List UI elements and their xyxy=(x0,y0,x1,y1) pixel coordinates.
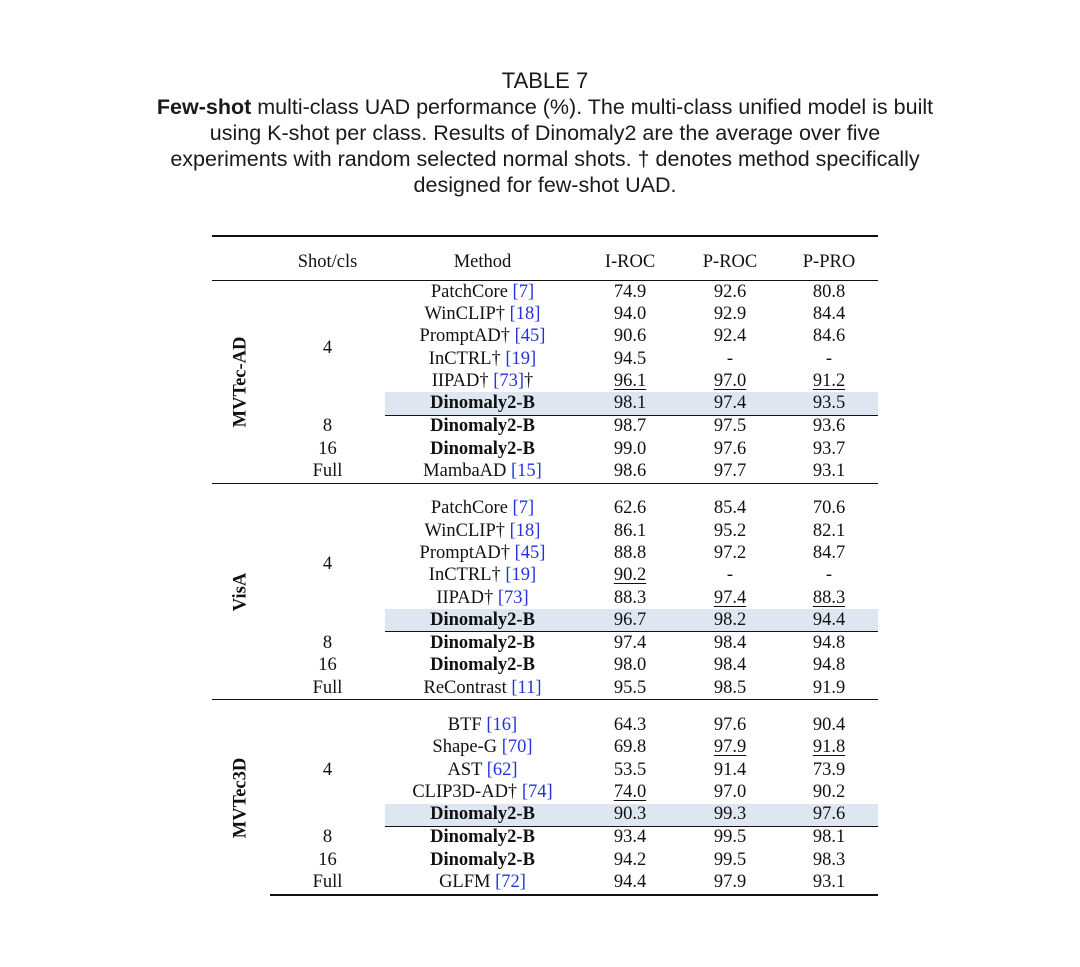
metric-value: 85.4 xyxy=(713,498,747,519)
method-cell xyxy=(385,392,580,415)
method-name: CLIP3D-AD† xyxy=(412,781,522,802)
metric-value: 84.4 xyxy=(812,303,846,324)
i-roc-cell xyxy=(580,609,680,632)
metric-value: 53.5 xyxy=(613,759,647,780)
method-name: WinCLIP† xyxy=(424,303,510,324)
p-roc-cell xyxy=(680,542,780,564)
metric-value: 97.9 xyxy=(713,737,747,758)
i-roc-cell xyxy=(580,655,680,677)
metric-value: 98.7 xyxy=(613,416,647,437)
p-roc-cell xyxy=(680,714,780,736)
method-name: IIPAD† xyxy=(436,587,498,608)
shot-cell: 16 xyxy=(318,849,337,870)
p-pro-cell xyxy=(780,415,878,438)
dataset-label: MVTec-AD xyxy=(230,336,251,428)
method-name: Dinomaly2-B xyxy=(430,393,535,414)
metric-value: 92.9 xyxy=(713,303,747,324)
table-row xyxy=(212,826,878,849)
method-name: ReContrast xyxy=(423,677,512,698)
header-p-pro: P-PRO xyxy=(780,236,878,281)
metric-value: 99.3 xyxy=(713,804,747,825)
metric-value: 74.9 xyxy=(613,281,647,302)
p-roc-cell xyxy=(680,655,780,677)
p-pro-cell xyxy=(780,677,878,700)
metric-value: 97.4 xyxy=(613,633,647,654)
p-roc-cell xyxy=(680,781,780,803)
table-row xyxy=(212,655,878,677)
metric-value: 93.4 xyxy=(613,827,647,848)
method-cell xyxy=(385,542,580,564)
i-roc-cell xyxy=(580,303,680,325)
method-name: Shape-G xyxy=(432,737,502,758)
method-cell xyxy=(385,348,580,370)
p-roc-cell xyxy=(680,460,780,483)
p-pro-cell xyxy=(780,370,878,392)
table-row xyxy=(212,849,878,871)
i-roc-cell xyxy=(580,714,680,736)
p-roc-cell xyxy=(680,804,780,827)
p-pro-cell xyxy=(780,655,878,677)
shot-cell: 8 xyxy=(322,827,333,848)
method-name: InCTRL† xyxy=(428,348,506,369)
method-name: GLFM xyxy=(439,872,496,893)
citation-link[interactable]: [70] xyxy=(501,737,533,758)
metric-value: 84.7 xyxy=(812,542,846,563)
metric-value: 93.1 xyxy=(812,872,846,893)
metric-value: 98.2 xyxy=(713,609,747,630)
table-row xyxy=(212,677,878,700)
metric-value: 99.5 xyxy=(713,827,747,848)
metric-value: 98.6 xyxy=(613,461,647,482)
table-row xyxy=(212,415,878,438)
method-name: Dinomaly2-B xyxy=(430,438,535,459)
metric-value: 88.8 xyxy=(613,542,647,563)
i-roc-cell xyxy=(580,281,680,304)
p-pro-cell xyxy=(780,737,878,759)
citation-link[interactable]: [18] xyxy=(509,520,541,541)
metric-value: 96.1 xyxy=(613,370,647,391)
metric-value: 91.9 xyxy=(812,677,846,698)
p-pro-cell xyxy=(780,520,878,542)
citation-link[interactable]: [73] xyxy=(493,370,525,391)
method-suffix: † xyxy=(524,370,534,391)
table-row xyxy=(212,438,878,460)
metric-value: 90.4 xyxy=(812,714,846,735)
shot-cell: 4 xyxy=(270,281,385,416)
p-pro-cell xyxy=(780,826,878,849)
i-roc-cell xyxy=(580,565,680,587)
method-cell xyxy=(385,632,580,655)
method-cell xyxy=(385,565,580,587)
metric-value: 94.4 xyxy=(812,609,846,630)
shot-cell: 8 xyxy=(322,632,333,653)
metric-value: 82.1 xyxy=(812,520,846,541)
metric-value: 94.4 xyxy=(613,872,647,893)
metric-value: 90.2 xyxy=(812,781,846,802)
i-roc-cell xyxy=(580,542,680,564)
p-roc-cell xyxy=(680,498,780,520)
p-pro-cell xyxy=(780,565,878,587)
p-roc-cell xyxy=(680,370,780,392)
metric-value: 74.0 xyxy=(613,781,647,802)
dataset-cell xyxy=(212,281,270,484)
metric-value: 86.1 xyxy=(613,520,647,541)
i-roc-cell xyxy=(580,781,680,803)
citation-link[interactable]: [16] xyxy=(486,714,518,735)
table-label: TABLE 7 xyxy=(501,68,589,93)
p-pro-cell xyxy=(780,438,878,460)
metric-value: 84.6 xyxy=(812,326,846,347)
i-roc-cell xyxy=(580,871,680,894)
metric-value: 97.2 xyxy=(713,542,747,563)
p-pro-cell xyxy=(780,759,878,781)
p-roc-cell xyxy=(680,826,780,849)
method-cell xyxy=(385,415,580,438)
p-roc-cell xyxy=(680,438,780,460)
i-roc-cell xyxy=(580,849,680,871)
i-roc-cell xyxy=(580,632,680,655)
metric-value: 94.5 xyxy=(613,348,647,369)
caption-text: multi-class UAD performance (%). The multi-class unified model is built using K-shot per class. Results of Dinomaly2 are the average over five experiments with random selected normal shots. † denotes method specifically designed for few-shot UAD. xyxy=(170,95,934,197)
method-name: Dinomaly2-B xyxy=(430,609,535,630)
p-roc-cell xyxy=(680,565,780,587)
citation-link[interactable]: [45] xyxy=(514,542,546,563)
i-roc-cell xyxy=(580,348,680,370)
table-row xyxy=(212,498,878,520)
group-spacer-row xyxy=(212,700,878,715)
table-row xyxy=(212,632,878,655)
p-roc-cell xyxy=(680,609,780,632)
metric-value: 97.4 xyxy=(713,587,747,608)
p-pro-cell xyxy=(780,542,878,564)
method-name: IIPAD† xyxy=(431,370,494,391)
p-pro-cell xyxy=(780,632,878,655)
method-name: Dinomaly2-B xyxy=(430,804,535,825)
method-name: WinCLIP† xyxy=(424,520,510,541)
table-row xyxy=(212,460,878,483)
citation-link[interactable]: [72] xyxy=(495,872,526,893)
p-pro-cell xyxy=(780,849,878,871)
citation-link[interactable]: [74] xyxy=(521,781,553,802)
header-p-roc: P-ROC xyxy=(680,236,780,281)
method-name: BTF xyxy=(447,714,487,735)
metric-value: 69.8 xyxy=(613,737,647,758)
metric-value: 98.4 xyxy=(713,655,747,676)
method-cell xyxy=(385,609,580,632)
method-cell xyxy=(385,804,580,827)
p-roc-cell xyxy=(680,871,780,894)
header-i-roc: I-ROC xyxy=(580,236,680,281)
p-pro-cell xyxy=(780,714,878,736)
citation-link[interactable]: [45] xyxy=(514,326,546,347)
p-roc-cell xyxy=(680,348,780,370)
method-cell xyxy=(385,871,580,894)
p-pro-cell xyxy=(780,281,878,304)
metric-value: 93.7 xyxy=(812,438,846,459)
metric-value: 91.8 xyxy=(812,737,846,758)
method-name: PromptAD† xyxy=(419,326,515,347)
method-cell xyxy=(385,849,580,871)
metric-value: 93.6 xyxy=(812,416,846,437)
p-roc-cell xyxy=(680,520,780,542)
metric-value: 97.5 xyxy=(713,416,747,437)
header-row xyxy=(212,236,878,281)
method-name: AST xyxy=(447,759,487,780)
p-roc-cell xyxy=(680,326,780,348)
method-name: MambaAD xyxy=(423,461,512,482)
metric-value: 99.0 xyxy=(613,438,647,459)
metric-value: 88.3 xyxy=(812,587,846,608)
shot-cell: 16 xyxy=(318,655,337,676)
metric-value: 88.3 xyxy=(613,587,647,608)
metric-value: - xyxy=(825,348,833,369)
metric-value: 98.1 xyxy=(812,827,846,848)
p-pro-cell xyxy=(780,460,878,483)
i-roc-cell xyxy=(580,438,680,460)
shot-cell: Full xyxy=(270,871,385,894)
metric-value: 91.2 xyxy=(812,370,846,391)
metric-value: 91.4 xyxy=(713,759,747,780)
method-cell xyxy=(385,520,580,542)
method-name: PromptAD† xyxy=(419,542,515,563)
citation-link[interactable]: [11] xyxy=(511,677,542,698)
method-cell xyxy=(385,737,580,759)
p-pro-cell xyxy=(780,392,878,415)
metric-value: 92.6 xyxy=(713,281,747,302)
metric-value: 99.5 xyxy=(713,849,747,870)
method-name: Dinomaly2-B xyxy=(430,827,535,848)
p-pro-cell xyxy=(780,348,878,370)
p-pro-cell xyxy=(780,326,878,348)
shot-cell: 4 xyxy=(322,554,333,575)
metric-value: 95.2 xyxy=(713,520,747,541)
table-caption xyxy=(150,68,940,198)
metric-value: 97.6 xyxy=(713,714,747,735)
shot-cell: 4 xyxy=(322,759,333,780)
method-cell xyxy=(385,281,580,304)
metric-value: - xyxy=(825,565,833,586)
p-pro-cell xyxy=(780,781,878,803)
results-table xyxy=(212,235,878,896)
i-roc-cell xyxy=(580,392,680,415)
i-roc-cell xyxy=(580,520,680,542)
method-name: PatchCore xyxy=(430,498,513,519)
metric-value: 98.1 xyxy=(613,393,647,414)
dataset-label: MVTec3D xyxy=(230,757,251,838)
citation-link[interactable]: [19] xyxy=(505,565,537,586)
i-roc-cell xyxy=(580,759,680,781)
i-roc-cell xyxy=(580,826,680,849)
method-cell xyxy=(385,303,580,325)
p-roc-cell xyxy=(680,849,780,871)
caption-bold-lead: Few-shot xyxy=(156,95,252,119)
i-roc-cell xyxy=(580,737,680,759)
table-row xyxy=(212,281,878,304)
i-roc-cell xyxy=(580,498,680,520)
metric-value: 73.9 xyxy=(812,759,846,780)
metric-value: 90.3 xyxy=(613,804,647,825)
metric-value: 93.5 xyxy=(812,393,846,414)
metric-value: 90.6 xyxy=(613,326,647,347)
header-method: Method xyxy=(385,236,580,281)
method-cell xyxy=(385,326,580,348)
dataset-cell xyxy=(212,483,270,700)
p-roc-cell xyxy=(680,632,780,655)
metric-value: 97.6 xyxy=(713,438,747,459)
method-cell xyxy=(385,826,580,849)
citation-link[interactable]: [7] xyxy=(512,281,535,302)
citation-link[interactable]: [62] xyxy=(486,759,518,780)
metric-value: 93.1 xyxy=(812,461,846,482)
p-pro-cell xyxy=(780,804,878,827)
i-roc-cell xyxy=(580,415,680,438)
method-cell xyxy=(385,587,580,609)
p-pro-cell xyxy=(780,587,878,609)
method-name: InCTRL† xyxy=(428,565,506,586)
method-name: Dinomaly2-B xyxy=(430,416,535,437)
metric-value: 97.6 xyxy=(812,804,846,825)
metric-value: 92.4 xyxy=(713,326,747,347)
p-roc-cell xyxy=(680,392,780,415)
method-cell xyxy=(385,498,580,520)
metric-value: 70.6 xyxy=(812,498,846,519)
method-cell xyxy=(385,781,580,803)
p-roc-cell xyxy=(680,415,780,438)
group-spacer-row xyxy=(212,483,878,498)
i-roc-cell xyxy=(580,587,680,609)
method-cell xyxy=(385,655,580,677)
metric-value: 62.6 xyxy=(613,498,647,519)
method-name: PatchCore xyxy=(430,281,513,302)
metric-value: 97.0 xyxy=(713,370,747,391)
metric-value: 98.5 xyxy=(713,677,747,698)
metric-value: 95.5 xyxy=(613,677,647,698)
p-roc-cell xyxy=(680,281,780,304)
method-name: Dinomaly2-B xyxy=(430,849,535,870)
i-roc-cell xyxy=(580,677,680,700)
metric-value: 94.8 xyxy=(812,655,846,676)
shot-cell: 8 xyxy=(322,416,333,437)
i-roc-cell xyxy=(580,804,680,827)
metric-value: 97.0 xyxy=(713,781,747,802)
header-shot: Shot/cls xyxy=(270,236,385,281)
citation-link[interactable]: [15] xyxy=(511,461,542,482)
method-cell xyxy=(385,759,580,781)
shot-cell: Full xyxy=(312,677,343,698)
metric-value: 98.0 xyxy=(613,655,647,676)
p-pro-cell xyxy=(780,871,878,894)
method-name: Dinomaly2-B xyxy=(430,655,535,676)
p-pro-cell xyxy=(780,609,878,632)
metric-value: 97.7 xyxy=(713,461,747,482)
metric-value: 96.7 xyxy=(613,609,647,630)
method-cell xyxy=(385,677,580,700)
metric-value: 98.3 xyxy=(812,849,846,870)
metric-value: 98.4 xyxy=(713,633,747,654)
metric-value: 64.3 xyxy=(613,714,647,735)
i-roc-cell xyxy=(580,326,680,348)
p-roc-cell xyxy=(680,677,780,700)
method-cell xyxy=(385,460,580,483)
metric-value: 97.4 xyxy=(713,393,747,414)
method-cell xyxy=(385,370,580,392)
citation-link[interactable]: [18] xyxy=(509,303,541,324)
p-pro-cell xyxy=(780,498,878,520)
p-roc-cell xyxy=(680,587,780,609)
shot-cell: 16 xyxy=(318,438,337,459)
i-roc-cell xyxy=(580,370,680,392)
p-pro-cell xyxy=(780,303,878,325)
header-dataset xyxy=(212,236,270,281)
metric-value: 94.8 xyxy=(812,633,846,654)
method-name: Dinomaly2-B xyxy=(430,633,535,654)
p-roc-cell xyxy=(680,759,780,781)
table-row xyxy=(212,714,878,736)
dataset-label: VisA xyxy=(230,572,251,611)
citation-link[interactable]: [7] xyxy=(512,498,535,519)
shot-cell: Full xyxy=(312,461,343,482)
metric-value: 90.2 xyxy=(613,565,647,586)
method-cell xyxy=(385,438,580,460)
metric-value: 94.2 xyxy=(613,849,647,870)
metric-value: - xyxy=(726,348,734,369)
method-cell xyxy=(385,714,580,736)
table-row xyxy=(212,871,878,894)
p-roc-cell xyxy=(680,303,780,325)
metric-value: 80.8 xyxy=(812,281,846,302)
dataset-cell xyxy=(212,700,270,895)
metric-value: 97.9 xyxy=(713,872,747,893)
i-roc-cell xyxy=(580,460,680,483)
p-roc-cell xyxy=(680,737,780,759)
metric-value: - xyxy=(726,565,734,586)
metric-value: 94.0 xyxy=(613,303,647,324)
citation-link[interactable]: [19] xyxy=(505,348,537,369)
citation-link[interactable]: [73] xyxy=(497,587,529,608)
